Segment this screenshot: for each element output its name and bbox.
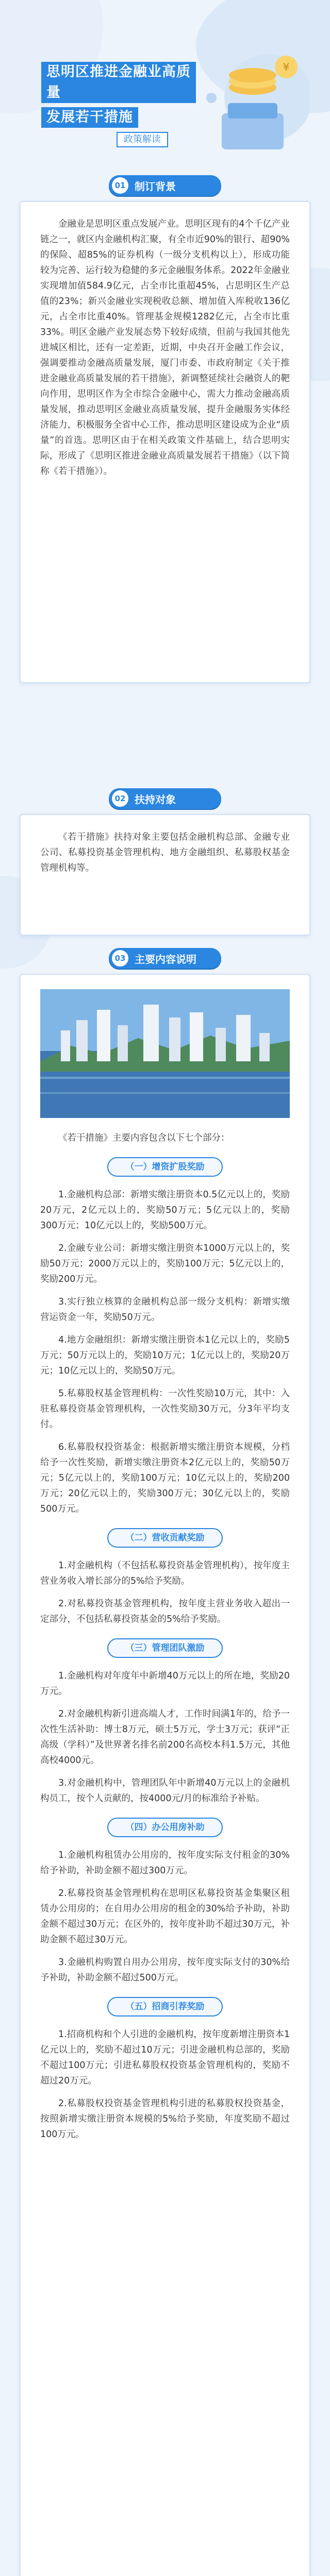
page-title-line1: 思明区推进金融业高质量 [41,62,196,103]
section-heading [0,943,330,974]
subsection-heading: （四）办公用房补助 [107,1818,223,1837]
page-header [0,0,330,170]
policy-item: 1.招商机构和个人引进的金融机构，按年度新增注册资本1亿元以上的，奖励不超过10万元；引进金融机构总部的，奖励不超过100万元；引进私募股权投资基金管理机构的，奖励不超过20万元。 [40,2029,290,2086]
section-heading [0,783,330,814]
policy-item: 4.地方金融组织：新增实缴注册资本1亿元以上的，奖励5万元；50万元以上的，奖励10万元；1亿元以上的，奖励20万元；10亿元以上的，奖励50万元。 [40,1335,290,1376]
policy-item: 3.金融机构购置自用办公用房，按年度实际支付的30%给予补助，补助金额不超过500万元。 [40,1957,290,1983]
coins-illustration-icon [191,36,309,160]
policy-item: 1.对金融机构（不包括私募投资基金管理机构），按年度主营业务收入增长部分的5%给予奖励。 [40,1561,290,1586]
policy-item: 6.私募股权投资基金：根据新增实缴注册资本规模，分档给予一次性奖励，新增实缴注册资本2亿元以上的，奖励50万元；5亿元以上的，奖励100万元；10亿元以上的，奖励200万元；20亿元以上的，奖励300万元；30亿元以上的，奖励500万元。 [40,1442,290,1514]
policy-item: 2.私募投资基金管理机构在思明区私募投资基金集聚区租赁办公用房的；在自用办公用房的租金的30%给予补助，补助金额不超过30万元；在区外的，按年度补助不超过30万元，补助金额不超过30万元。 [40,1888,290,1945]
section-contents [0,943,330,2576]
background-card [20,201,310,683]
policy-item: 1.金融机构总部：新增实缴注册资本0.5亿元以上的，奖励20万元，2亿元以上的，奖励50万元；5亿元以上的，奖励300万元；10亿元以上的，奖励500万元。 [40,1190,290,1231]
section-pill [109,175,221,196]
subsection-heading: （三）管理团队激励 [107,1638,223,1658]
title-block [41,62,196,147]
policy-item: 5.私募股权基金管理机构：一次性奖励10万元，其中：入驻私募投资基金管理机构，一次性奖励30万元，分3年平均支付。 [40,1388,290,1430]
page-title-line2: 发展若干措施 [41,107,138,128]
background-paragraph: 金融业是思明区重点发展产业。思明区现有的4个千亿产业链之一，就区内金融机构汇聚，有全市近90%的银行、超90%的保险、超85%的证券机构（一级分支机构以上），形成功能较为完善、运行较为稳健的多元金融服务体系。2022年金融业实现增加值584.9亿元，占全市比重超45%，占思明区生产总值的23%；新兴金融业实现税收总额、增加值入库税收136亿元，占全市比重40%。管理基金规模1282亿元，占全市比重33%。明区金融产业发展态势下较好成绩，但前与我国其他先进城区相比，还有一定差距，近期，中央召开金融工作会议，强调要推动金融高质量发展，厦门市委、市政府制定《关于推进金融业高质量发展的若干措施》，新调整延续社会融资人的靶向作用，思明区作为全市综合金融中心，需大力推动金融高质量发展，推动思明区金融业高质量发展，提升金融服务实体经济能力，积极服务全省中心工作，推动思明区建设成为企业“质量”的首选。思明区由于在相关政策文件基础上，结合思明实际，形成了《思明区推进金融业高质量发展若干措施》（以下简称《若干措施》）。 [40,219,290,477]
policy-item: 2.金融专业公司：新增实缴注册资本1000万元以上的，奖励50万元；2000万元以上的，奖励100万元；5亿元以上的，奖励200万元。 [40,1243,290,1284]
section-title: 制订背景 [135,180,176,193]
contents-card [20,974,310,2576]
targets-card [20,814,310,936]
contents-intro: 《若干措施》主要内容包含以下七个部分： [58,1133,230,1143]
policy-item: 3.对金融机构中，管理团队年中新增40万元以上的金融机构员工，按个人贡献的，按4000元/月的标准给予补贴。 [40,1778,290,1804]
section-title: 扶持对象 [135,793,176,806]
policy-item: 3.实行独立核算的金融机构总部一级分支机构：新增实缴营运资金一年，奖励50万元。 [40,1297,290,1323]
policy-item: 1.金融机构对年度年中新增40万元以上的所在地，奖励20万元。 [40,1671,290,1697]
section-targets [0,783,330,936]
policy-item: 1.金融机构租赁办公用房的，按年度实际支付租金的30%给予补助，补助金额不超过300万元。 [40,1850,290,1876]
section-pill [109,788,221,809]
section-background [0,170,330,683]
section-number: 02 [112,790,128,807]
section-title: 主要内容说明 [135,953,196,965]
policy-item: 2.对金融机构新引进高端人才，工作时间满1年的，给予一次性生活补助：博士8万元，硕士5万元，学士3万元；获评“正高级（学科）”及世界著名排名前200名高校本科1.5万元，其他高校4000元。 [40,1709,290,1766]
policy-item: 2.私募股权投资基金管理机构引进的私募股权投资基金，按照新增实缴注册资本规模的5%给予奖励，年度奖励不超过100万元。 [40,2098,290,2140]
targets-paragraph: 《若干措施》扶持对象主要包括金融机构总部、金融专业公司、私募投资基金管理机构、地方金融组织、私募股权基金管理机构等。 [40,832,290,873]
subsection-heading: （五）招商引荐奖励 [107,1997,223,2016]
section-number: 03 [112,950,128,967]
policy-item: 2.对私募投资基金管理机构，按年度主营业务收入超出一定部分，不包括私募投资基金的5%给予奖励。 [40,1599,290,1624]
section-pill [109,948,221,969]
city-skyline-photo [40,989,290,1118]
policy-tag: 政策解读 [117,132,168,147]
svg-text:¥: ¥ [283,61,290,73]
section-number: 01 [112,177,128,194]
section-heading [0,170,330,201]
subsection-heading: （一）增资扩股奖励 [107,1157,223,1177]
subsection-heading: （二）营收贡献奖励 [107,1528,223,1548]
